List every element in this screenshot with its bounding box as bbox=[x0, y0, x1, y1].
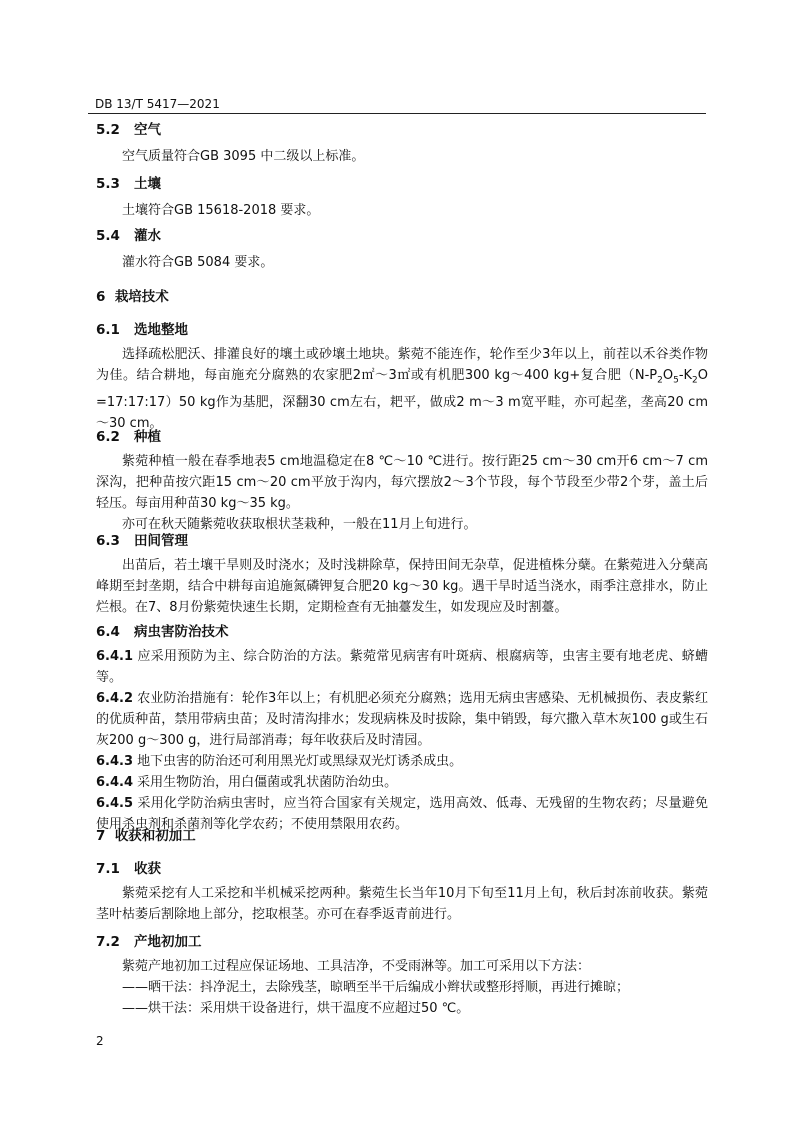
clause-6-4-1 bbox=[96, 646, 708, 688]
section-7-1 bbox=[96, 859, 708, 925]
section-7-2 bbox=[96, 932, 708, 1019]
section-title: 空气 bbox=[134, 122, 162, 138]
clause-number: 6.4.5 bbox=[96, 796, 134, 811]
section-title: 选地整地 bbox=[134, 322, 189, 338]
section-6-1-heading bbox=[96, 320, 708, 340]
section-title: 灌水 bbox=[134, 228, 162, 244]
page-number: 2 bbox=[96, 1034, 104, 1048]
section-6-2-heading bbox=[96, 427, 708, 447]
section-7-1-text: 紫菀采挖有人工采挖和半机械采挖两种。紫菀生长当年10月下旬至11月上旬，秋后封冻前收获。紫菀茎叶枯萎后割除地上部分，挖取根茎。亦可在春季返青前进行。 bbox=[96, 886, 708, 922]
clause-text: 采用化学防治病虫害时，应当符合国家有关规定，选用高效、低毒、无残留的生物农药；尽量避免使用杀虫剂和杀菌剂等化学农药；不使用禁限用农药。 bbox=[96, 796, 708, 832]
chapter-7 bbox=[96, 826, 708, 846]
section-title: 产地初加工 bbox=[134, 934, 202, 950]
clause-6-4-4 bbox=[96, 772, 708, 793]
clause-number: 6.4.2 bbox=[96, 691, 134, 706]
clause-text: 采用生物防治，用白僵菌或乳状菌防治幼虫。 bbox=[137, 775, 398, 790]
section-5-2-text: 空气质量符合GB 3095 中二级以上标准。 bbox=[122, 149, 365, 164]
chapter-title: 收获和初加工 bbox=[114, 828, 196, 844]
chapter-number: 6 bbox=[96, 289, 106, 305]
section-6-3-text: 出苗后，若土壤干旱则及时浇水；及时浅耕除草，保持田间无杂草，促进植株分蘖。在紫菀进入分蘖高峰期至封垄期，结合中耕每亩追施氮磷钾复合肥20 kg～30 kg。遇干旱时适当浇水，雨季注意排水，防止烂根。在7、8月份紫菀快速生长期，定期检查有无抽薹发生，如发现应及时割薹。 bbox=[96, 558, 708, 615]
chapter-6-heading bbox=[96, 287, 708, 307]
clause-text: 地下虫害的防治还可利用黑光灯或黑绿双光灯诱杀成虫。 bbox=[137, 754, 463, 769]
standard-code-header: DB 13/T 5417—2021 bbox=[95, 97, 220, 111]
section-title: 种植 bbox=[134, 429, 162, 445]
section-title: 收获 bbox=[134, 861, 162, 877]
chapter-number: 7 bbox=[96, 828, 106, 844]
clause-text: 应采用预防为主、综合防治的方法。紫菀常见病害有叶斑病、根腐病等，虫害主要有地老虎、蛴螬等。 bbox=[96, 649, 708, 685]
section-5-4-heading bbox=[96, 226, 708, 246]
chapter-7-heading bbox=[96, 826, 708, 846]
section-number: 6.3 bbox=[96, 533, 120, 549]
section-5-2 bbox=[96, 120, 708, 167]
section-6-4-heading bbox=[96, 622, 708, 642]
clause-number: 6.4.1 bbox=[96, 649, 134, 664]
section-7-1-heading bbox=[96, 859, 708, 879]
section-number: 6.1 bbox=[96, 322, 120, 338]
section-5-3-heading bbox=[96, 174, 708, 194]
section-6-4 bbox=[96, 622, 708, 835]
section-6-3 bbox=[96, 531, 708, 618]
method-oven-drying: ——烘干法：采用烘干设备进行，烘干温度不应超过50 ℃。 bbox=[122, 1001, 470, 1016]
section-number: 5.2 bbox=[96, 122, 120, 138]
clause-number: 6.4.4 bbox=[96, 775, 134, 790]
method-sun-drying: ——晒干法：抖净泥土，去除残茎，晾晒至半干后编成小辫状或整形捋顺，再进行摊晾； bbox=[122, 980, 630, 995]
chapter-6 bbox=[96, 287, 708, 307]
section-6-3-heading bbox=[96, 531, 708, 551]
section-5-4 bbox=[96, 226, 708, 273]
section-6-1 bbox=[96, 320, 708, 434]
clause-number: 6.4.3 bbox=[96, 754, 134, 769]
clause-6-4-3 bbox=[96, 751, 708, 772]
section-5-2-heading bbox=[96, 120, 708, 140]
section-5-3 bbox=[96, 174, 708, 221]
section-6-2-paragraph-2: 亦可在秋天随紫菀收获取根状茎栽种，一般在11月上旬进行。 bbox=[122, 517, 477, 532]
section-title: 田间管理 bbox=[134, 533, 189, 549]
section-6-2 bbox=[96, 427, 708, 535]
chapter-title: 栽培技术 bbox=[114, 289, 169, 305]
section-number: 7.2 bbox=[96, 934, 120, 950]
section-7-2-intro: 紫菀产地初加工过程应保证场地、工具洁净，不受雨淋等。加工可采用以下方法： bbox=[122, 959, 591, 974]
section-title: 土壤 bbox=[134, 176, 162, 192]
clause-6-4-2 bbox=[96, 688, 708, 751]
section-5-3-text: 土壤符合GB 15618-2018 要求。 bbox=[122, 203, 320, 218]
section-number: 5.4 bbox=[96, 228, 120, 244]
section-6-2-paragraph-1: 紫菀种植一般在春季地表5 cm地温稳定在8 ℃～10 ℃进行。按行距25 cm～30 cm开6 cm～7 cm深沟，把种苗按穴距15 cm～20 cm平放于沟内，每穴摆放2～3个节段，每个节段至少带2个芽，盖土后轻压。每亩用种苗30 kg～35 kg。 bbox=[96, 454, 708, 511]
section-7-2-heading bbox=[96, 932, 708, 952]
section-number: 6.2 bbox=[96, 429, 120, 445]
section-number: 6.4 bbox=[96, 624, 120, 640]
section-5-4-text: 灌水符合GB 5084 要求。 bbox=[122, 255, 274, 270]
section-6-1-text: 选择疏松肥沃、排灌良好的壤土或砂壤土地块。紫菀不能连作，轮作至少3年以上，前茬以禾谷类作物为佳。结合耕地，每亩施充分腐熟的农家肥2㎡～3㎡或有机肥300 kg～400 kg+复合肥（$N-P_2O_5-K_2O$ =17:17:17）50 kg作为基肥，深翻30 cm左右，耙平，做成2 m～3 m宽平畦，亦可起垄，垄高20 cm～30 cm。 bbox=[96, 347, 708, 431]
clause-text: 农业防治措施有：轮作3年以上；有机肥必须充分腐熟；选用无病虫害感染、无机械损伤、表皮紫红的优质种苗，禁用带病虫苗；及时清沟排水；发现病株及时拔除，集中销毁，每穴撒入草木灰100 g或生石灰200 g～300 g，进行局部消毒；每年收获后及时清园。 bbox=[96, 691, 708, 748]
section-title: 病虫害防治技术 bbox=[134, 624, 229, 640]
section-number: 7.1 bbox=[96, 861, 120, 877]
header-rule bbox=[88, 113, 706, 114]
section-number: 5.3 bbox=[96, 176, 120, 192]
